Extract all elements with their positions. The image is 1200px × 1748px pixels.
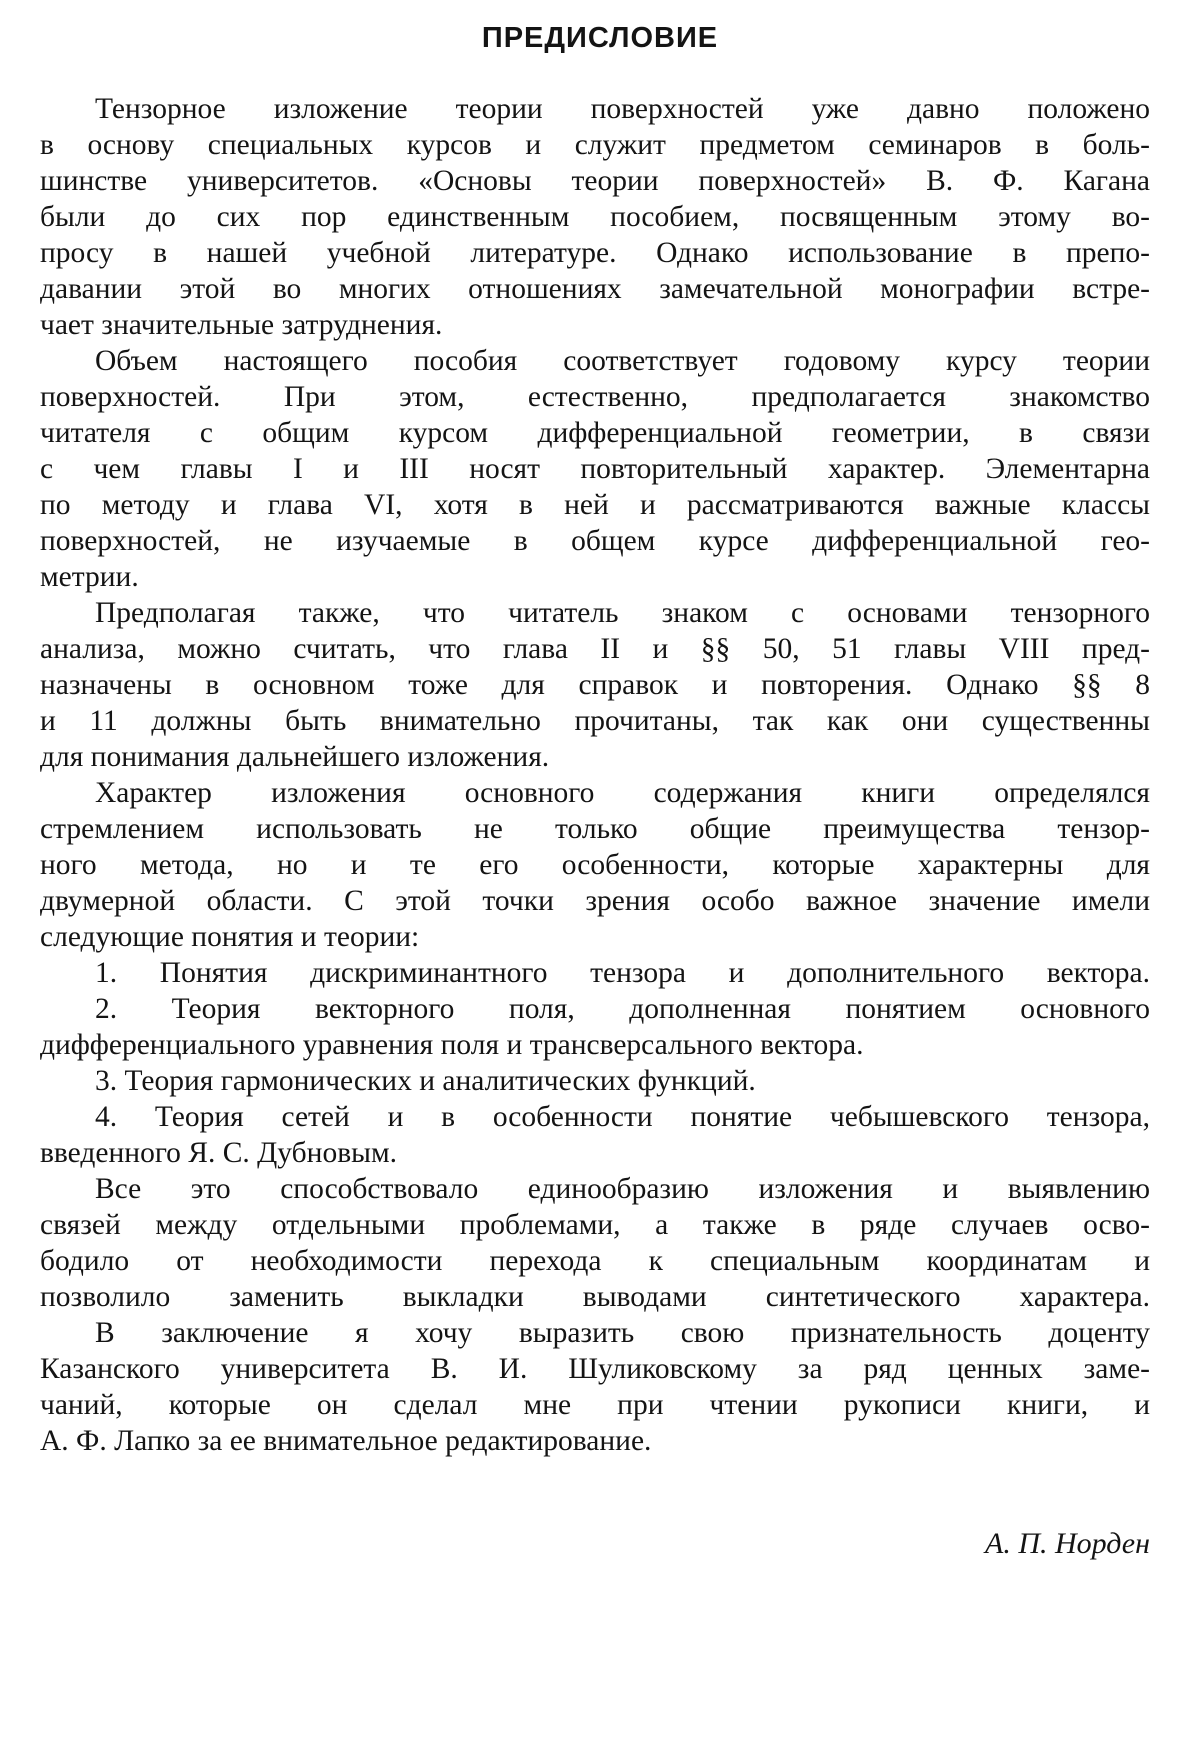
text-line: читателя с общим курсом дифференциальной геометрии, в связи: [40, 417, 1150, 449]
text-line: двумерной области. С этой точки зрения особо важное значение имели: [40, 885, 1150, 917]
list-item: 2. Теория векторного поля, дополненная понятием основного: [95, 993, 1150, 1025]
text-line: назначены в основном тоже для справок и повторения. Однако §§ 8: [40, 669, 1150, 701]
list-item: 3. Теория гармонических и аналитических функций.: [95, 1065, 756, 1097]
text-line: следующие понятия и теории:: [40, 921, 420, 953]
text-line: шинстве университетов. «Основы теории поверхностей» В. Ф. Кагана: [40, 165, 1150, 197]
text-line: Объем настоящего пособия соответствует годовому курсу теории: [95, 345, 1150, 377]
text-line: Тензорное изложение теории поверхностей уже давно положено: [95, 93, 1150, 125]
text-line: Характер изложения основного содержания книги определялся: [95, 777, 1150, 809]
text-line: Казанского университета В. И. Шуликовскому за ряд ценных заме-: [40, 1353, 1150, 1385]
text-line: ного метода, но и те его особенности, которые характерны для: [40, 849, 1150, 881]
author-signature: А. П. Норден: [985, 1527, 1150, 1560]
text-line: просу в нашей учебной литературе. Однако использование в препо-: [40, 237, 1150, 269]
text-line: бодило от необходимости перехода к специальным координатам и: [40, 1245, 1150, 1277]
list-item: 4. Теория сетей и в особенности понятие чебышевского тензора,: [95, 1101, 1150, 1133]
text-line: позволило заменить выкладки выводами синтетического характера.: [40, 1281, 1150, 1313]
text-line: стремлением использовать не только общие преимущества тензор-: [40, 813, 1150, 845]
text-line: для понимания дальнейшего изложения.: [40, 741, 550, 773]
text-line: дифференциального уравнения поля и трансверсального вектора.: [40, 1029, 864, 1061]
text-line: Все это способствовало единообразию изложения и выявлению: [95, 1173, 1150, 1205]
text-line: связей между отдельными проблемами, а также в ряде случаев осво-: [40, 1209, 1150, 1241]
text-line: А. Ф. Лапко за ее внимательное редактирование.: [40, 1425, 652, 1457]
text-line: введенного Я. С. Дубновым.: [40, 1137, 397, 1169]
text-line: и 11 должны быть внимательно прочитаны, так как они существенны: [40, 705, 1150, 737]
text-line: в основу специальных курсов и служит предметом семинаров в боль-: [40, 129, 1150, 161]
text-line: по методу и глава VI, хотя в ней и рассматриваются важные классы: [40, 489, 1150, 521]
text-line: анализа, можно считать, что глава II и §§ 50, 51 главы VIII пред-: [40, 633, 1150, 665]
text-line: давании этой во многих отношениях замечательной монографии встре-: [40, 273, 1150, 305]
page-title: ПРЕДИСЛОВИЕ: [481, 22, 719, 54]
text-line: поверхностей, не изучаемые в общем курсе дифференциальной гео-: [40, 525, 1150, 557]
text-line: были до сих пор единственным пособием, посвященным этому во-: [40, 201, 1150, 233]
text-line: чаний, которые он сделал мне при чтении рукописи книги, и: [40, 1389, 1150, 1421]
text-line: В заключение я хочу выразить свою признательность доценту: [95, 1317, 1150, 1349]
text-line: Предполагая также, что читатель знаком с основами тензорного: [95, 597, 1150, 629]
text-line: чает значительные затруднения.: [40, 309, 443, 341]
text-line: поверхностей. При этом, естественно, предполагается знакомство: [40, 381, 1150, 413]
text-line: метрии.: [40, 561, 139, 593]
text-line: с чем главы I и III носят повторительный характер. Элементарна: [40, 453, 1150, 485]
list-item: 1. Понятия дискриминантного тензора и дополнительного вектора.: [95, 957, 1150, 989]
